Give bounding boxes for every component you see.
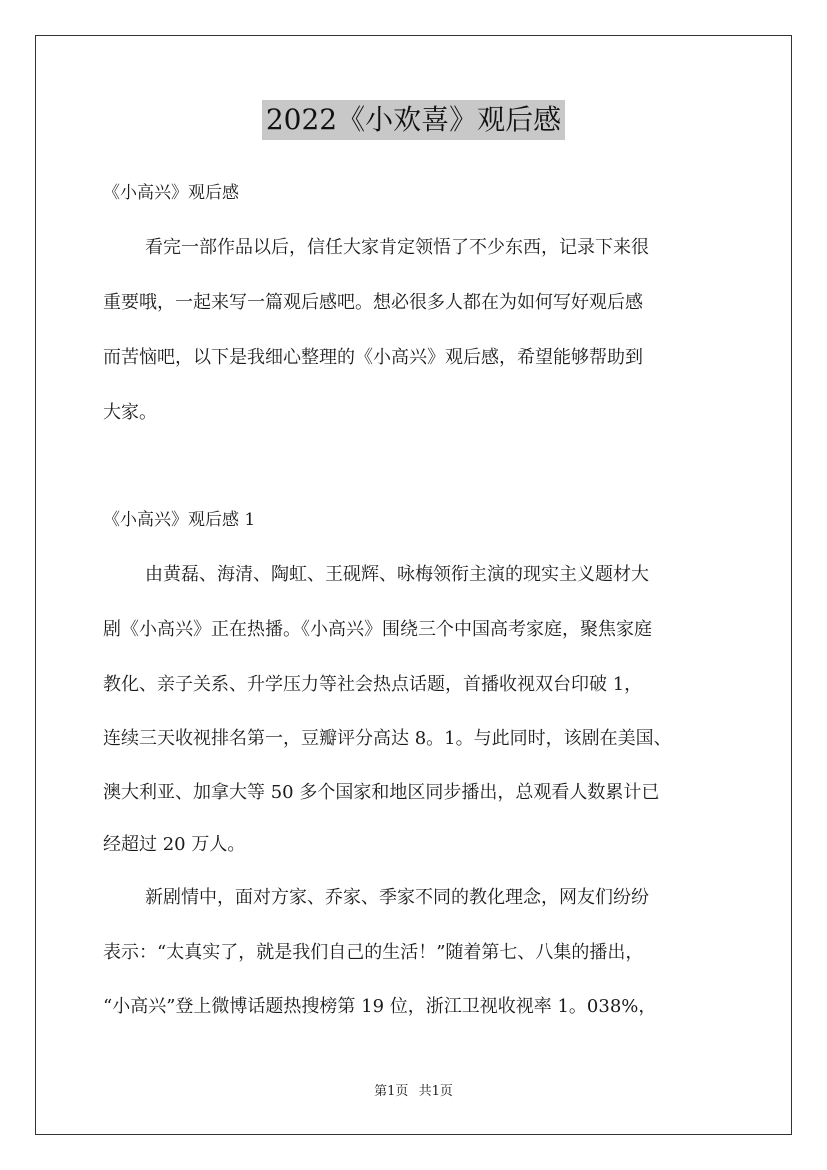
paragraph-line: 剧《小高兴》正在热播。《小高兴》围绕三个中国高考家庭，聚焦家庭: [103, 619, 652, 640]
section-heading: 《小高兴》观后感 1: [103, 510, 256, 530]
paragraph-line: 澳大利亚、加拿大等 50 多个国家和地区同步播出，总观看人数累计已: [103, 782, 660, 803]
page-number: 第1页: [374, 1084, 409, 1099]
intro-heading: 《小高兴》观后感: [103, 183, 239, 203]
title-container: [0, 100, 827, 140]
paragraph-line: 而苦恼吧，以下是我细心整理的《小高兴》观后感，希望能够帮助到: [103, 347, 643, 368]
paragraph-line: 由黄磊、海清、陶虹、王砚辉、咏梅领衔主演的现实主义题材大: [145, 564, 649, 585]
paragraph-line: 连续三天收视排名第一，豆瓣评分高达 8。1。与此同时，该剧在美国、: [103, 728, 672, 749]
paragraph-line: 看完一部作品以后，信任大家肯定领悟了不少东西，记录下来很: [145, 237, 649, 258]
page-footer: [0, 1084, 827, 1100]
document-title: 2022《小欢喜》观后感: [262, 100, 565, 140]
paragraph-line: 经超过 20 万人。: [103, 834, 246, 855]
paragraph-line: 大家。: [103, 402, 157, 423]
page-total: 共1页: [418, 1084, 453, 1099]
paragraph-line: 新剧情中，面对方家、乔家、季家不同的教化理念，网友们纷纷: [145, 887, 649, 908]
paragraph-line: 表示：“太真实了，就是我们自己的生活！”随着第七、八集的播出，: [103, 942, 644, 963]
paragraph-line: 重要哦，一起来写一篇观后感吧。想必很多人都在为如何写好观后感: [103, 292, 643, 313]
paragraph-line: 教化、亲子关系、升学压力等社会热点话题，首播收视双台印破 1，: [103, 674, 643, 695]
paragraph-line: “小高兴”登上微博话题热搜榜第 19 位，浙江卫视收视率 1。038%，: [103, 996, 657, 1017]
